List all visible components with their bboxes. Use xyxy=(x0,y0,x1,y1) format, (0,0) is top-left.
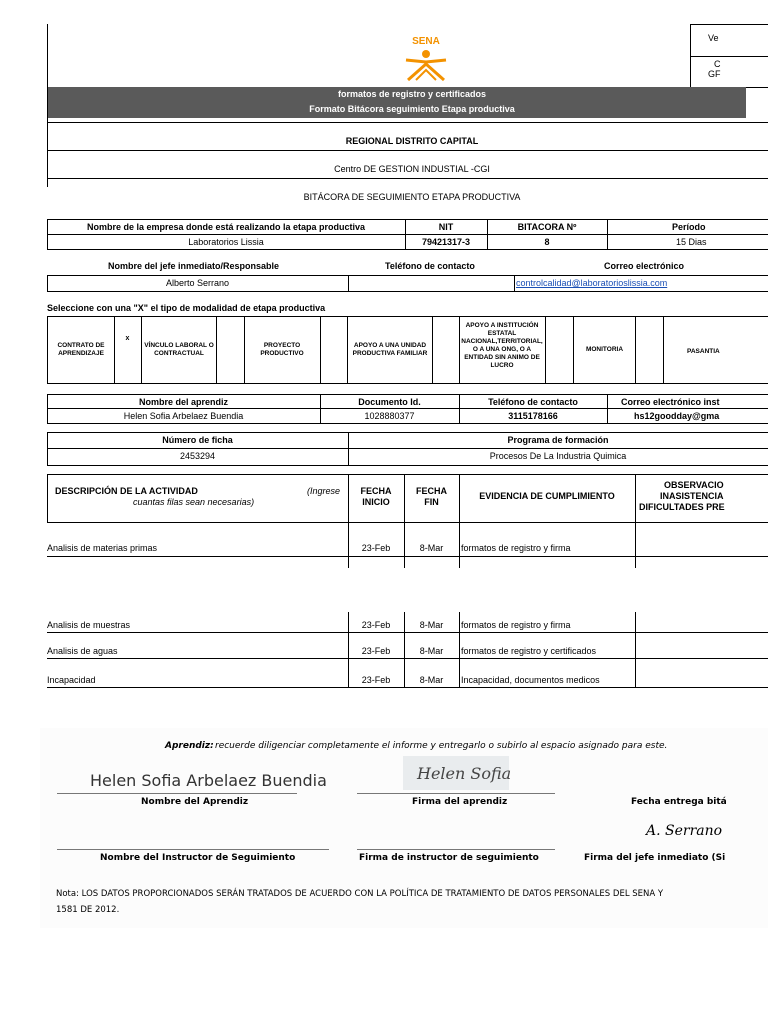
col-aprendiz-telefono: Teléfono de contacto xyxy=(488,397,578,407)
jefe-nombre: Alberto Serrano xyxy=(165,278,230,288)
actividad-evidencia: formatos de registro y certificados xyxy=(461,646,597,656)
aprendiz-note-label: Aprendiz: xyxy=(165,741,214,751)
col-observaciones-2: INASISTENCIA xyxy=(660,491,724,501)
col-evidencia: EVIDENCIA DE CUMPLIMIENTO xyxy=(479,491,615,501)
divider xyxy=(48,150,768,151)
regional-title: REGIONAL DISTRITO CAPITAL xyxy=(345,136,479,146)
actividad-descripcion: Analisis de muestras xyxy=(47,620,131,630)
modalidad-contrato: CONTRATO DE APRENDIZAJE xyxy=(57,342,105,357)
cell-border xyxy=(635,474,636,568)
aprendiz-telefono: 3115178166 xyxy=(508,411,558,421)
bitacora-title: BITÁCORA DE SEGUIMIENTO ETAPA PRODUCTIVA xyxy=(303,192,521,202)
version-box-divider xyxy=(690,56,768,57)
actividad-evidencia: formatos de registro y firma xyxy=(461,543,571,553)
cell-border xyxy=(514,275,515,291)
col-descripcion-note-b: cuantas filas sean necesarias) xyxy=(133,497,255,507)
actividad-descripcion: Analisis de materias primas xyxy=(47,543,158,553)
actividad-descripcion: Analisis de aguas xyxy=(47,646,118,656)
cell-border xyxy=(459,612,460,688)
col-jefe: Nombre del jefe inmediato/Responsable xyxy=(108,261,280,271)
aprendiz-bottom xyxy=(47,423,768,424)
col-programa: Programa de formación xyxy=(507,435,609,445)
cell-border xyxy=(432,316,433,383)
actividades-header-bottom xyxy=(47,522,768,523)
actividad-inicio: 23-Feb xyxy=(361,646,391,656)
ficha-programa: Procesos De La Industria Quimica xyxy=(489,451,627,461)
actividad-fin: 8-Mar xyxy=(419,646,444,656)
row-border xyxy=(47,658,768,659)
actividades-top xyxy=(47,474,768,475)
cell-border xyxy=(663,316,664,383)
empresa-bitacora: 8 xyxy=(544,237,550,247)
modalidad-top xyxy=(47,316,768,317)
label-firma-jefe: Firma del jefe inmediato (Si xyxy=(584,853,726,863)
sena-person-icon xyxy=(400,48,452,82)
centro-title: Centro DE GESTION INDUSTIAL -CGI xyxy=(334,164,490,174)
nota-line1: Nota: LOS DATOS PROPORCIONADOS SERÁN TRATADOS DE ACUERDO CON LA POLÍTICA DE TRATAMIENTO DE DATOS PERSONALES DEL SENA Y xyxy=(56,889,664,899)
aprendiz-correo: hs12goodday@gma xyxy=(634,411,720,421)
empresa-nombre: Laboratorios Lissia xyxy=(188,237,264,247)
col-aprendiz: Nombre del aprendiz xyxy=(138,397,228,407)
row-border xyxy=(47,556,768,557)
cell-border xyxy=(320,316,321,383)
actividad-descripcion: Incapacidad xyxy=(47,675,96,685)
modalidad-vinculo: VÍNCULO LABORAL O CONTRACTUAL xyxy=(144,342,214,357)
col-periodo: Período xyxy=(672,222,706,232)
aprendiz-top xyxy=(47,394,768,395)
cell-border xyxy=(573,316,574,383)
modalidad-apoyo-unidad: APOYO A UNA UNIDAD PRODUCTIVA FAMILIAR xyxy=(352,342,428,357)
ficha-bottom xyxy=(47,465,768,466)
modalidad-monitoria: MONITORIA xyxy=(585,346,624,353)
empresa-periodo: 15 Dias xyxy=(676,237,707,247)
cell-border xyxy=(459,474,460,568)
aprendiz-nombre: Helen Sofia Arbelaez Buendia xyxy=(123,411,244,421)
code-label-2: GF xyxy=(708,69,721,79)
col-jefe-telefono: Teléfono de contacto xyxy=(385,261,475,271)
signature-line xyxy=(357,849,555,850)
label-nombre-aprendiz: Nombre del Aprendiz xyxy=(141,797,249,807)
banner-line2: Formato Bitácora seguimiento Etapa productiva xyxy=(309,104,515,114)
col-aprendiz-correo: Correo electrónico inst xyxy=(621,397,720,407)
col-bitacora: BITACORA Nº xyxy=(517,222,577,232)
ficha-top xyxy=(47,432,768,433)
cell-border xyxy=(607,394,608,423)
actividad-evidencia: Incapacidad, documentos medicos xyxy=(461,675,600,685)
actividad-fin: 8-Mar xyxy=(419,620,444,630)
col-fecha-fin-2: FIN xyxy=(424,497,439,507)
empresa-table-bottom xyxy=(47,249,768,250)
empresa-table-mid xyxy=(47,234,768,235)
divider xyxy=(48,122,768,123)
actividad-evidencia: formatos de registro y firma xyxy=(461,620,571,630)
actividad-fin: 8-Mar xyxy=(419,543,444,553)
col-fecha-inicio-2: INICIO xyxy=(362,497,390,507)
jefe-correo-link[interactable]: controlcalidad@laboratorioslissia.com xyxy=(516,278,668,288)
col-jefe-correo: Correo electrónico xyxy=(604,261,685,271)
col-observaciones-1: OBSERVACIO xyxy=(664,480,724,490)
col-observaciones-3: DIFICULTADES PRE xyxy=(639,502,725,512)
modalidad-bottom xyxy=(47,383,768,384)
cell-border xyxy=(607,219,608,249)
firma-aprendiz-image xyxy=(403,756,512,790)
modalidad-pasantia: PASANTIA xyxy=(687,348,720,355)
signature-line xyxy=(57,793,297,794)
col-ficha: Número de ficha xyxy=(162,435,233,445)
format-banner xyxy=(48,87,746,118)
empresa-nit: 79421317-3 xyxy=(421,237,471,247)
version-label: Ve xyxy=(708,33,719,43)
row-border xyxy=(47,632,768,633)
jefe-table-bottom xyxy=(47,291,768,292)
modalidad-proyecto: PROYECTO PRODUCTIVO xyxy=(260,342,304,357)
aprendiz-note: recuerde diligenciar completamente el informe y entregarlo o subirlo al espacio asignado para este. xyxy=(215,741,668,751)
aprendiz-mid xyxy=(47,408,768,409)
modalidad-contrato-mark: x xyxy=(125,335,130,342)
cell-border xyxy=(635,316,636,383)
actividad-fin: 8-Mar xyxy=(419,675,444,685)
signature-line xyxy=(57,849,329,850)
col-fecha-fin-1: FECHA xyxy=(416,486,447,496)
aprendiz-nombre-firma: Helen Sofia Arbelaez Buendia xyxy=(90,771,327,790)
cell-border xyxy=(47,316,48,383)
col-descripcion: DESCRIPCIÓN DE LA ACTIVIDAD xyxy=(55,486,198,496)
sena-logo-text: SENA xyxy=(412,36,440,47)
modalidad-title: Seleccione con una "X" el tipo de modalidad de etapa productiva xyxy=(47,303,326,313)
col-empresa: Nombre de la empresa donde está realizando la etapa productiva xyxy=(86,222,366,232)
col-documento: Documento Id. xyxy=(358,397,421,407)
actividad-inicio: 23-Feb xyxy=(361,543,391,553)
cell-border xyxy=(635,612,636,688)
col-descripcion-note-a: (Ingrese xyxy=(307,486,341,496)
empresa-table-top xyxy=(47,219,768,220)
ficha-mid xyxy=(47,448,768,449)
cell-border xyxy=(244,316,245,383)
modalidad-apoyo-institucion: APOYO A INSTITUCIÓN ESTATAL NACIONAL,TERRITORIAL, O A UNA ONG, O A ENTIDAD SIN ANIMO DE LUCRO xyxy=(461,322,543,369)
cell-border xyxy=(47,474,48,522)
cell-border xyxy=(114,316,115,383)
row-border xyxy=(47,687,768,688)
cell-border xyxy=(347,316,348,383)
sena-logo xyxy=(400,36,452,82)
code-label-1: C xyxy=(714,59,721,69)
actividad-inicio: 23-Feb xyxy=(361,675,391,685)
ficha-numero: 2453294 xyxy=(179,451,216,461)
firma-jefe-text: A. Serrano xyxy=(646,823,723,839)
divider xyxy=(48,178,768,179)
cell-border xyxy=(348,275,349,291)
label-fecha-entrega: Fecha entrega bitá xyxy=(631,797,727,807)
actividad-inicio: 23-Feb xyxy=(361,620,391,630)
cell-border xyxy=(545,316,546,383)
nota-line2: 1581 DE 2012. xyxy=(56,905,120,915)
cell-border xyxy=(141,316,142,383)
cell-border xyxy=(216,316,217,383)
label-firma-aprendiz: Firma del aprendiz xyxy=(412,797,508,807)
firma-aprendiz-text: Helen Sofia xyxy=(417,764,512,783)
jefe-table-top xyxy=(47,275,768,276)
label-firma-instructor: Firma de instructor de seguimiento xyxy=(359,853,539,863)
col-nit: NIT xyxy=(438,222,454,232)
banner-line1: formatos de registro y certificados xyxy=(337,89,487,99)
signature-line xyxy=(357,793,555,794)
col-fecha-inicio-1: FECHA xyxy=(360,486,392,496)
aprendiz-documento: 1028880377 xyxy=(364,411,415,421)
label-nombre-instructor: Nombre del Instructor de Seguimiento xyxy=(100,853,296,863)
